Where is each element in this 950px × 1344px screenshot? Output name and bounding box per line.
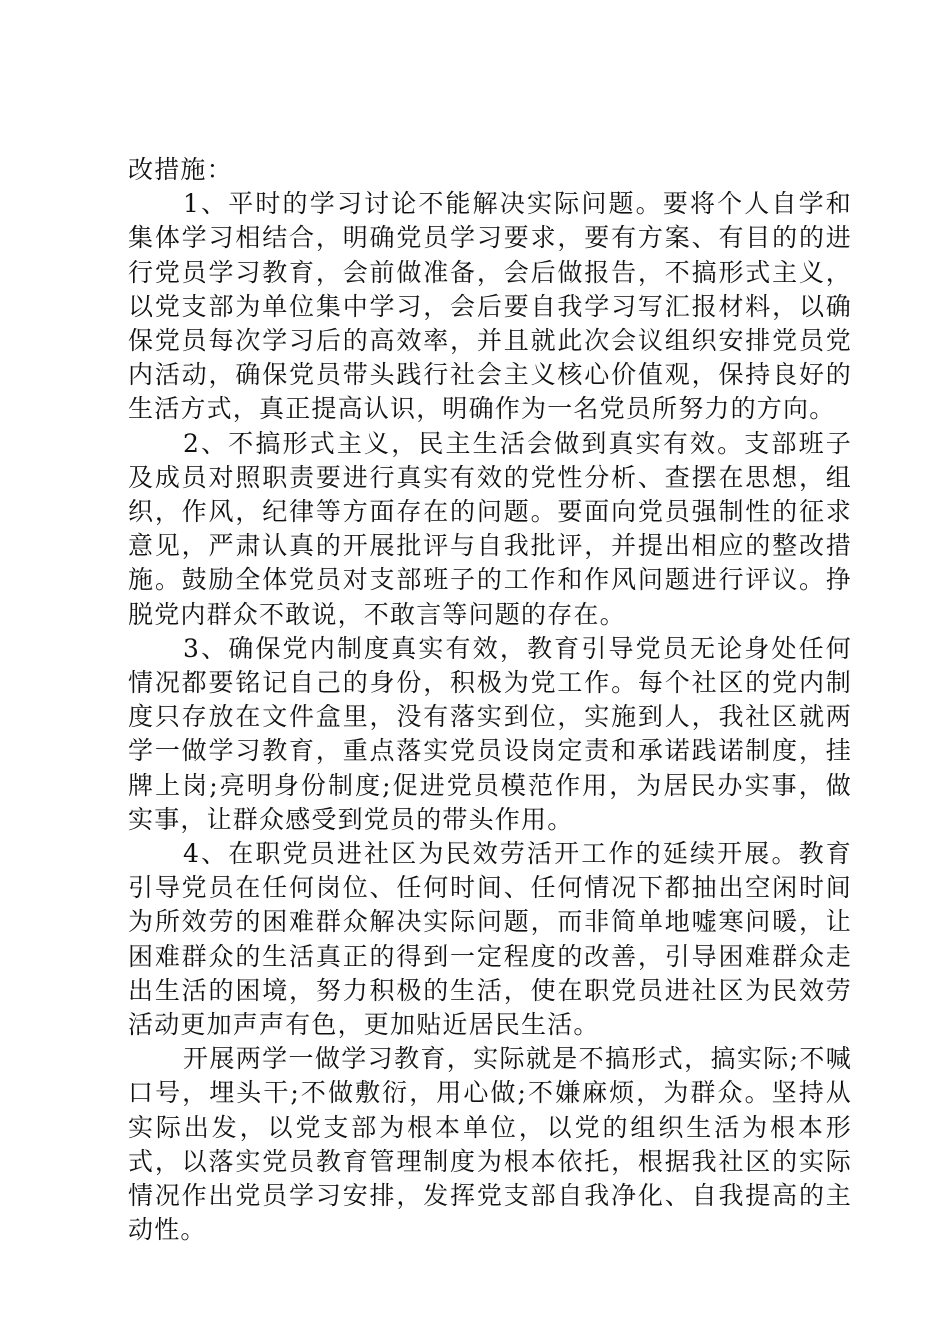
paragraph-item-4: 4、在职党员进社区为民效劳活开工作的延续开展。教育引导党员在任何岗位、任何时间、任何情况下都抽出空闲时间为所效劳的困难群众解决实际问题，而非简单地嘘寒问暖，让困难群众的生活真正的得到一定程度的改善，引导困难群众走出生活的困境，努力积极的生活，使在职党员进社区为民效劳活动更加声声有色，更加贴近居民生活。	[128, 839, 852, 1040]
document-body	[128, 153, 852, 1248]
paragraph-item-3: 3、确保党内制度真实有效，教育引导党员无论身处任何情况都要铭记自己的身份，积极为党工作。每个社区的党内制度只存放在文件盒里，没有落实到位，实施到人，我社区就两学一做学习教育，重点落实党员设岗定责和承诺践诺制度，挂牌上岗;亮明身份制度;促进党员模范作用，为居民办实事，做实事，让群众感受到党员的带头作用。	[128, 633, 852, 834]
paragraph-item-1: 1、平时的学习讨论不能解决实际问题。要将个人自学和集体学习相结合，明确党员学习要求，要有方案、有目的的进行党员学习教育，会前做准备，会后做报告，不搞形式主义，以党支部为单位集中学习，会后要自我学习写汇报材料，以确保党员每次学习后的高效率，并且就此次会议组织安排党员党内活动，确保党员带头践行社会主义核心价值观，保持良好的生活方式，真正提高认识，明确作为一名党员所努力的方向。	[128, 189, 852, 424]
paragraph-summary: 开展两学一做学习教育，实际就是不搞形式，搞实际;不喊口号，埋头干;不做敷衍，用心做;不嫌麻烦，为群众。坚持从实际出发，以党支部为根本单位，以党的组织生活为根本形式，以落实党员教育管理制度为根本依托，根据我社区的实际情况作出党员学习安排，发挥党支部自我净化、自我提高的主动性。	[128, 1044, 852, 1245]
paragraph-continuation: 改措施：	[128, 155, 233, 184]
paragraph-item-2: 2、不搞形式主义，民主生活会做到真实有效。支部班子及成员对照职责要进行真实有效的党性分析、查摆在思想，组织，作风，纪律等方面存在的问题。要面向党员强制性的征求意见，严肃认真的开展批评与自我批评，并提出相应的整改措施。鼓励全体党员对支部班子的工作和作风问题进行评议。挣脱党内群众不敢说，不敢言等问题的存在。	[128, 428, 852, 629]
